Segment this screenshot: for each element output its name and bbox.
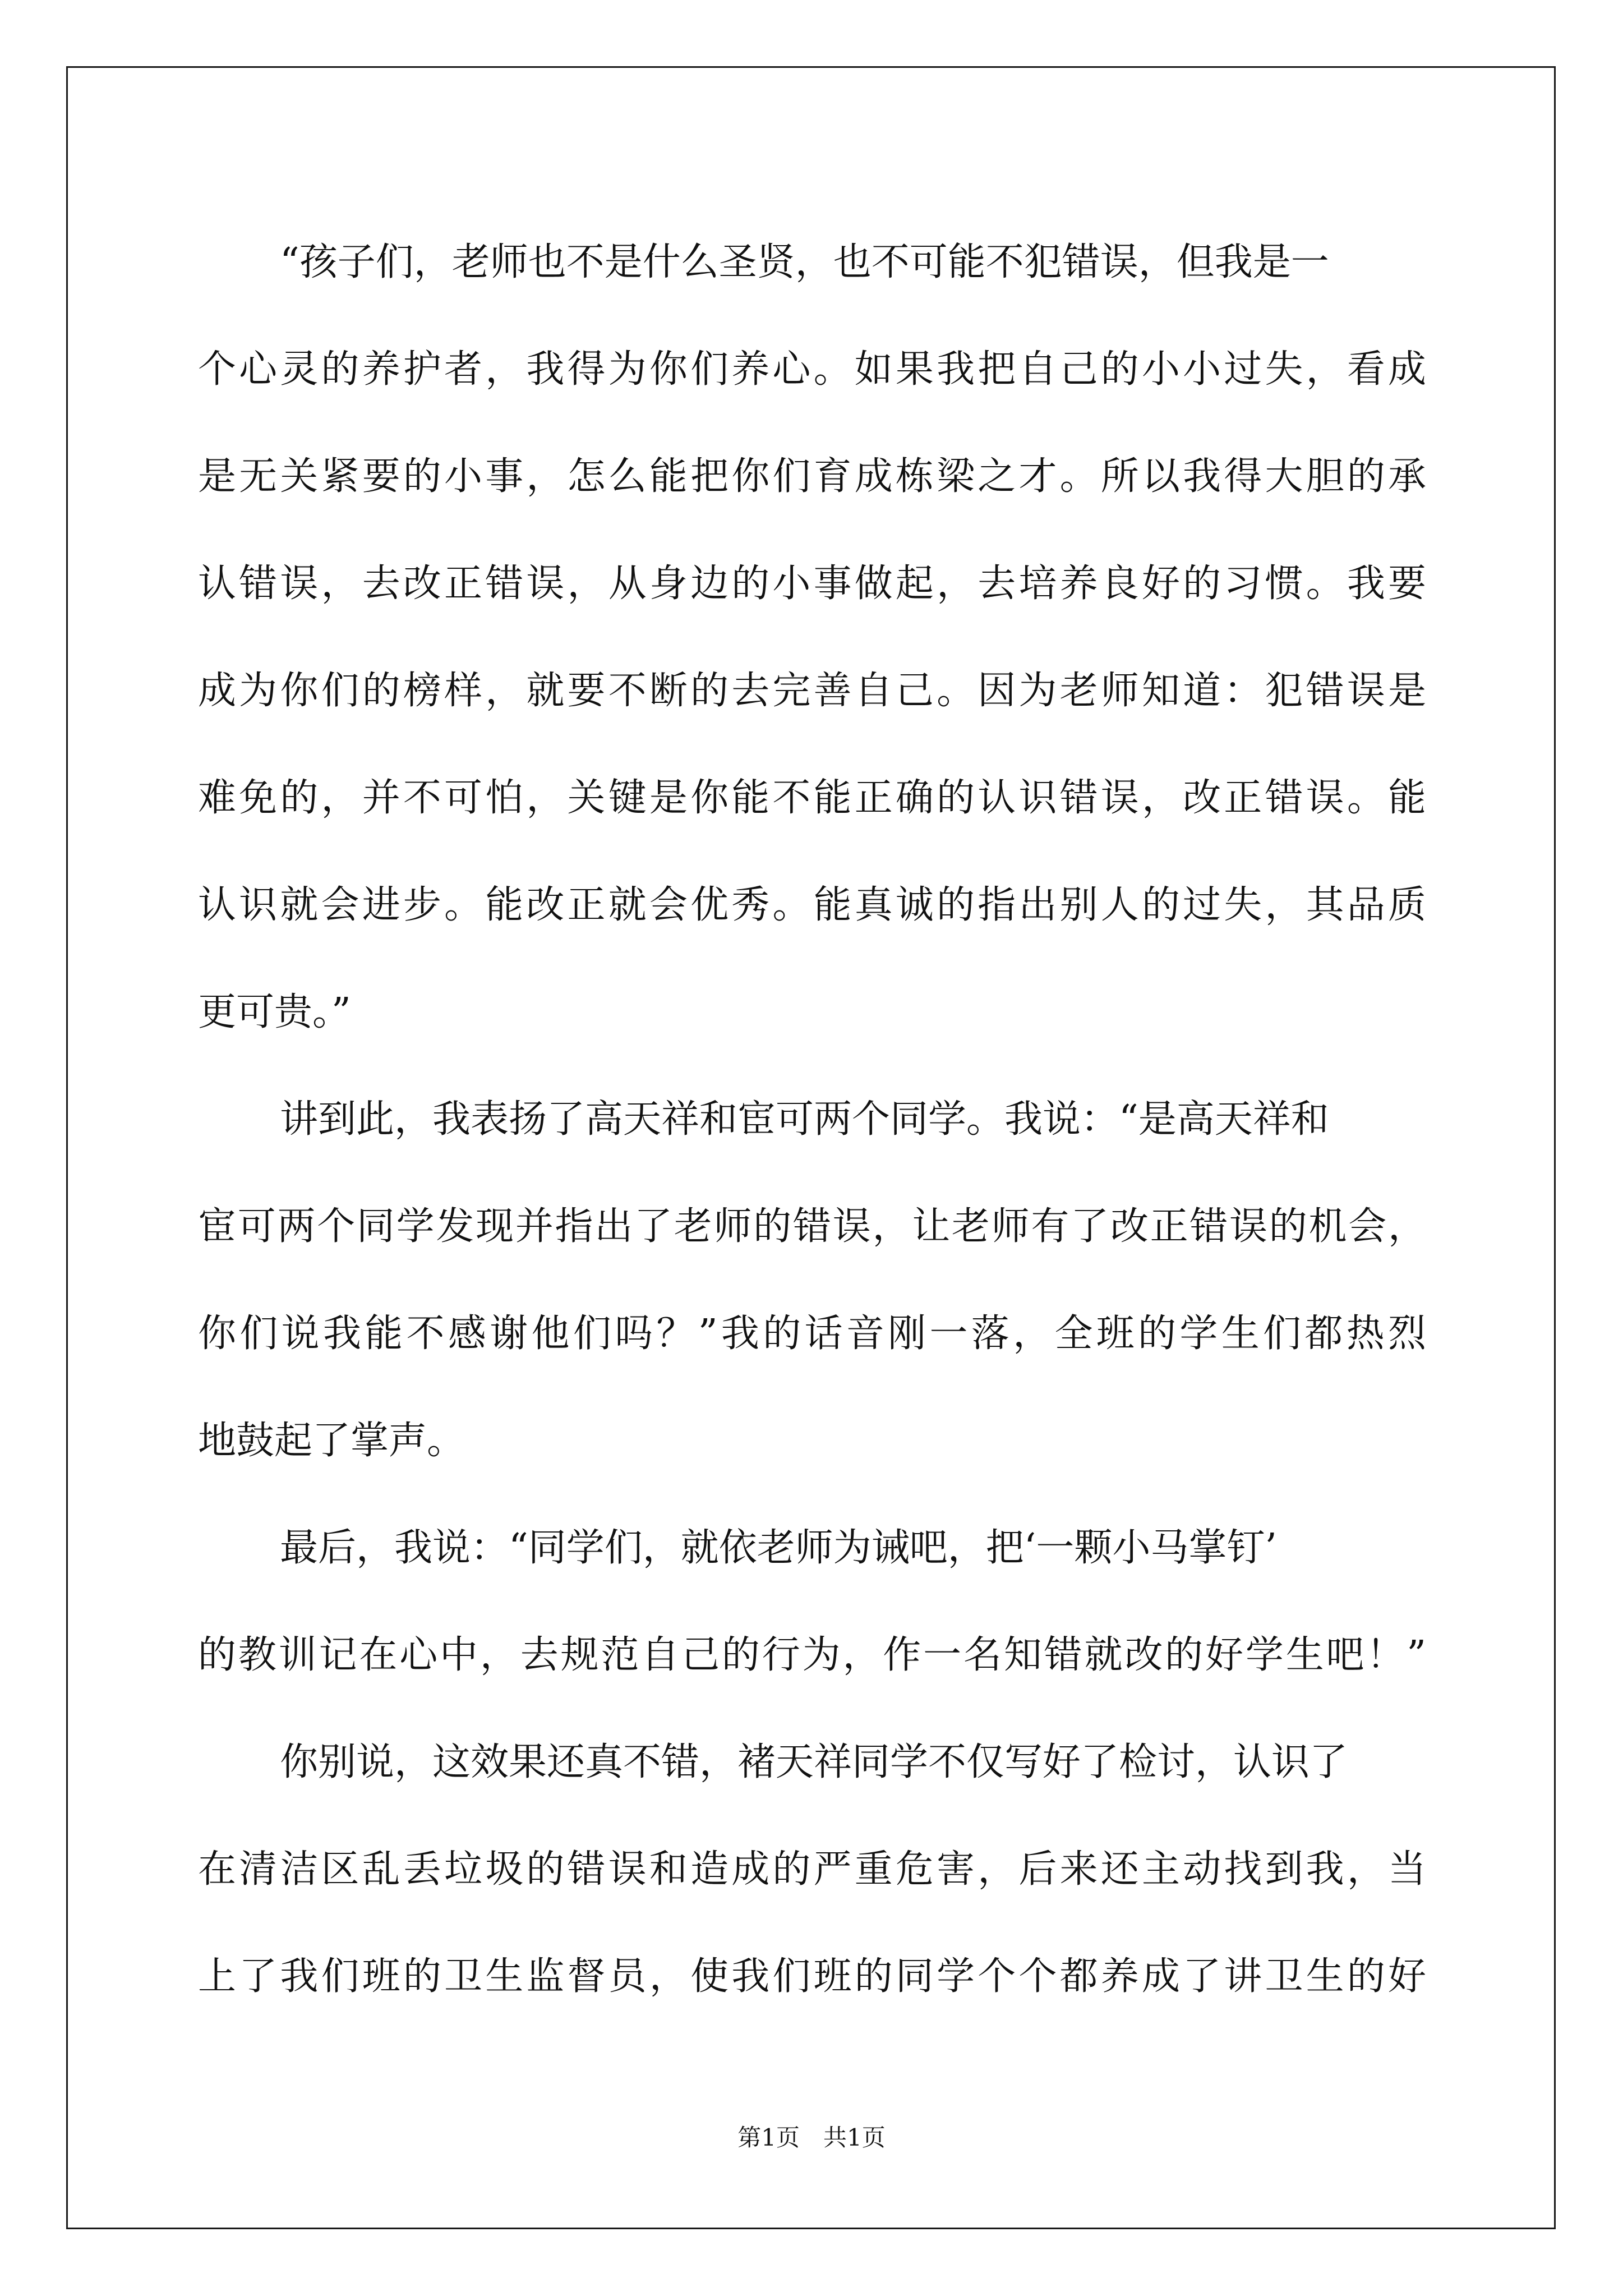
text-line: 是无关紧要的小事，怎么能把你们育成栋梁之才。所以我得大胆的承: [198, 454, 1430, 499]
text-line: 宦可两个同学发现并指出了老师的错误，让老师有了改正错误的机会，: [198, 1204, 1428, 1249]
text-line: 更可贵。”: [198, 990, 351, 1034]
text-line: 认错误，去改正错误，从身边的小事做起，去培养良好的习惯。我要: [198, 562, 1430, 606]
text-line: 上了我们班的卫生监督员，使我们班的同学个个都养成了讲卫生的好: [198, 1954, 1430, 1999]
text-line: 地鼓起了掌声。: [198, 1419, 465, 1463]
text-line: 成为你们的榜样，就要不断的去完善自己。因为老师知道：犯错误是: [198, 669, 1430, 713]
text-line: 最后，我说：“同学们，就依老师为诫吧，把‘一颗小马掌钉’: [280, 1526, 1277, 1570]
text-line: 的教训记在心中，去规范自己的行为，作一名知错就改的好学生吧！”: [198, 1633, 1428, 1677]
text-line: 难免的，并不可怕，关键是你能不能正确的认识错误，改正错误。能: [198, 776, 1430, 820]
text-line: “孩子们，老师也不是什么圣贤，也不可能不犯错误，但我是一: [280, 240, 1329, 284]
text-line: 认识就会进步。能改正就会优秀。能真诚的指出别人的过失，其品质: [198, 883, 1430, 927]
text-line: 你们说我能不感谢他们吗？”我的话音刚一落，全班的学生们都热烈: [198, 1312, 1430, 1356]
text-line: 个心灵的养护者，我得为你们养心。如果我把自己的小小过失，看成: [198, 347, 1430, 392]
page-number-footer: 第1页 共1页: [737, 2124, 886, 2151]
text-line: 在清洁区乱丢垃圾的错误和造成的严重危害，后来还主动找到我，当: [198, 1847, 1430, 1892]
document-body: [198, 209, 1430, 2030]
text-line: 讲到此，我表扬了高天祥和宦可两个同学。我说：“是高天祥和: [280, 1097, 1329, 1142]
text-line: 你别说，这效果还真不错，褚天祥同学不仅写好了检讨，认识了: [280, 1740, 1348, 1784]
